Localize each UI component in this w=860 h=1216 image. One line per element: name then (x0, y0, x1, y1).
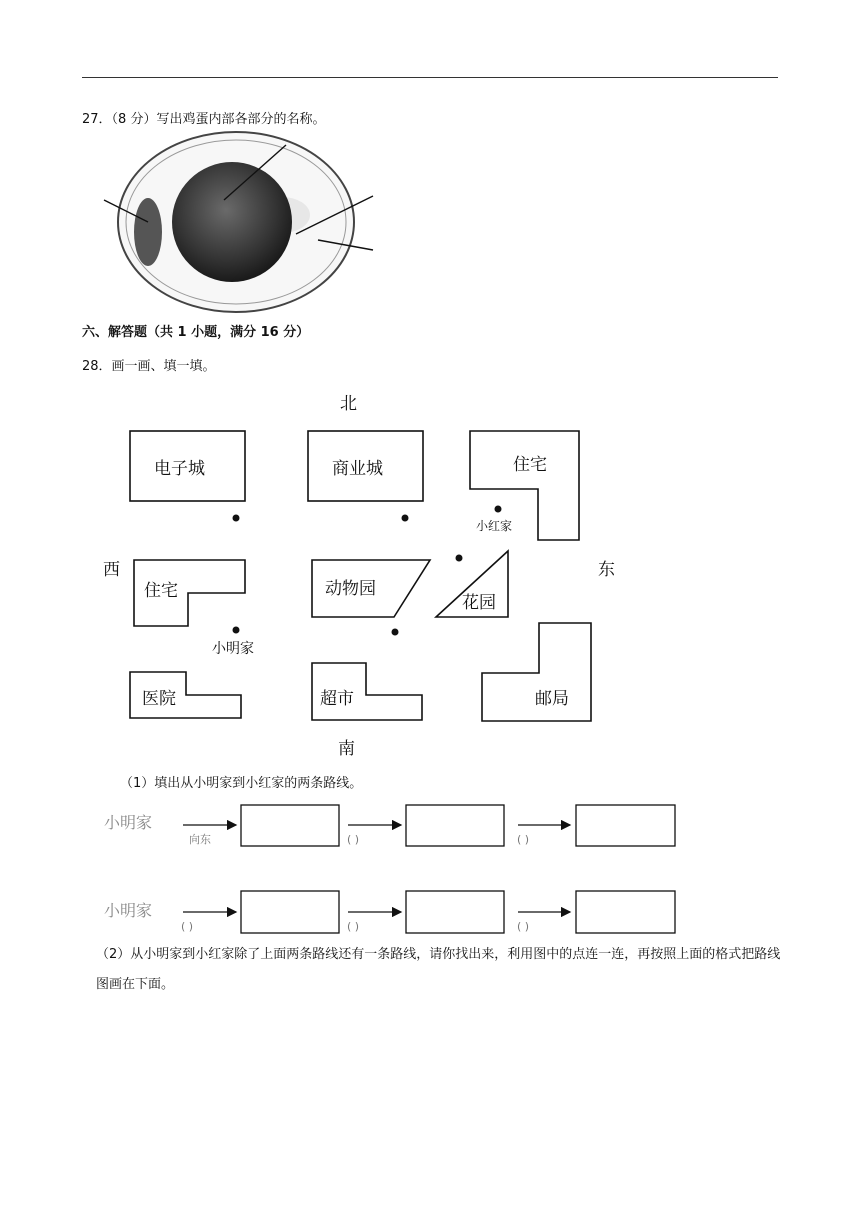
route-1-first-direction: 向东 (189, 833, 211, 846)
north-label: 北 (340, 394, 357, 414)
route-2-direction-blank-2: ( ) (347, 920, 360, 933)
route-2-blank-1[interactable] (241, 891, 339, 933)
garden-label: 花园 (462, 593, 496, 613)
route-1-blank-3[interactable] (576, 805, 675, 846)
route-2-blank-3[interactable] (576, 891, 675, 933)
route-1-blank-2[interactable] (406, 805, 504, 846)
route-2-direction-blank-1: ( ) (181, 920, 194, 933)
route-1-direction-blank-2: ( ) (347, 833, 360, 846)
part-1-instruction: （1）填出从小明家到小红家的两条路线。 (120, 776, 363, 791)
commercial-city-label: 商业城 (332, 459, 383, 479)
west-label: 西 (103, 560, 120, 580)
east-label: 东 (598, 560, 615, 580)
electronics-city-label: 电子城 (154, 459, 205, 479)
route-2-start: 小明家 (104, 901, 153, 920)
route-1-blank-1[interactable] (241, 805, 339, 846)
route-1-start: 小明家 (104, 813, 153, 832)
post-office-label: 邮局 (535, 689, 569, 709)
zoo-label: 动物园 (325, 579, 376, 599)
residence-ne-label: 住宅 (513, 455, 547, 475)
hospital-label: 医院 (142, 689, 176, 709)
route-2-blank-2[interactable] (406, 891, 504, 933)
xiaohong-home-label: 小红家 (476, 519, 513, 533)
route-2-direction-blank-3: ( ) (517, 920, 530, 933)
route-1-direction-blank-3: ( ) (517, 833, 530, 846)
route-2 (104, 891, 675, 933)
residence-w-label: 住宅 (144, 581, 178, 601)
route-1 (104, 805, 675, 846)
part-2-instruction: （2）从小明家到小红家除了上面两条路线还有一条路线，请你找出来，利用图中的点连一连，再按照上面的格式把路线图画在下面。 (96, 947, 781, 992)
question-27: 27．（8 分）写出鸡蛋内部各部分的名称。 (82, 112, 326, 127)
question-28: 28．画一画、填一填。 (82, 359, 216, 374)
supermarket-label: 超市 (320, 689, 354, 709)
section-6-heading: 六、解答题（共 1 小题，满分 16 分） (82, 325, 310, 340)
xiaoming-home-label: 小明家 (212, 641, 254, 657)
south-label: 南 (338, 739, 355, 759)
